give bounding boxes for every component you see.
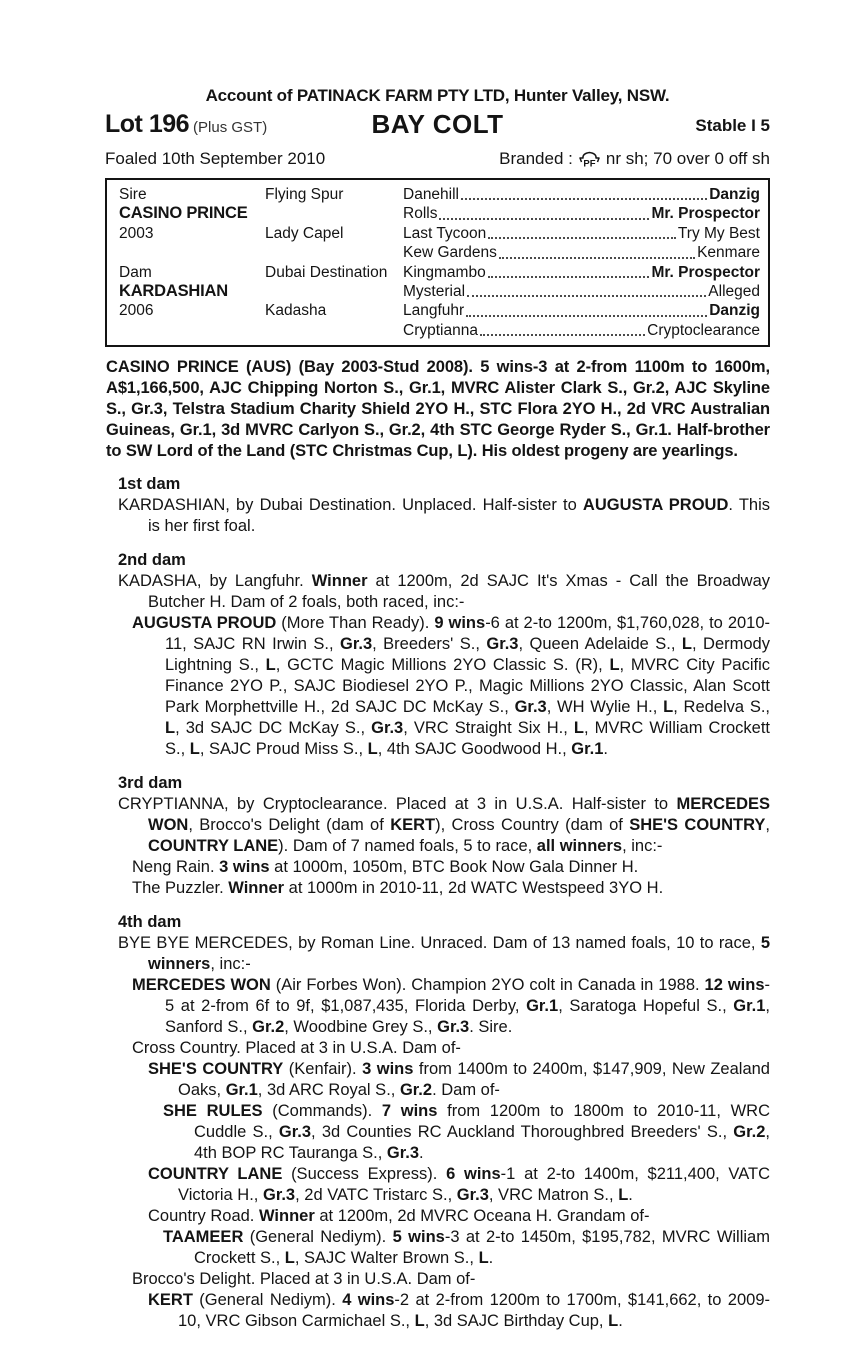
bold-text: Gr.3 — [262, 1186, 296, 1205]
progeny-entry: KERT (General Nediym). 4 wins-2 at 2-from 1200m to 1700m, $141,662, to 2009-10, VRC Gibson Carmichael S., L, 3d SAJC Birthday Cup, L. — [148, 1291, 770, 1331]
horse-name: Cryptianna — [403, 321, 478, 339]
bold-text: Gr.3 — [456, 1186, 489, 1205]
bold-text: L — [609, 656, 620, 675]
bold-text: L — [663, 698, 674, 717]
dam-section-heading: 4th dam — [118, 913, 182, 932]
bold-text: Gr.3 — [340, 635, 373, 654]
bold-text: 6 wins — [446, 1165, 501, 1184]
bold-text: 3 wins — [362, 1060, 414, 1079]
ancestor-name: Cryptoclearance — [647, 321, 760, 339]
branded-description: nr sh; 70 over 0 off sh — [605, 149, 770, 168]
bold-text: L — [189, 740, 200, 759]
brand-mark-icon — [578, 149, 601, 169]
pedigree-greatgrandparent-row — [403, 263, 760, 282]
leader-dots — [459, 185, 709, 204]
pedigree-greatgrandparent-row — [403, 243, 760, 262]
account-line: Account of PATINACK FARM PTY LTD, Hunter Valley, NSW. — [205, 86, 670, 105]
dam-section-heading: 1st dam — [118, 475, 181, 494]
catalogue-page-column — [105, 86, 770, 1332]
horse-name: Kingmambo — [403, 263, 486, 281]
bold-text: 5 wins — [392, 1228, 445, 1247]
bold-text: all winners — [536, 837, 623, 856]
bold-text: Gr.1 — [571, 740, 604, 759]
bold-text: KERT — [390, 816, 436, 835]
pedigree-sire-dam-cell: CASINO PRINCE — [119, 204, 248, 223]
ancestor-name: Danzig — [709, 186, 760, 203]
bold-text: L — [681, 635, 692, 654]
pedigree-greatgrandparent-row — [403, 224, 760, 243]
stable-number: Stable I 5 — [695, 116, 770, 135]
branded-label: Branded : — [499, 149, 573, 168]
pedigree-greatgrandparent-row — [403, 204, 760, 223]
horse-name: Mysterial — [403, 282, 466, 300]
horse-name: Kew Gardens — [403, 244, 497, 262]
progeny-entry: Brocco's Delight. Placed at 3 in U.S.A. Dam of- — [132, 1270, 476, 1289]
lot-header-row — [105, 108, 770, 144]
bold-text: L — [165, 719, 176, 738]
bold-text: Gr.1 — [526, 997, 559, 1016]
bold-text: Gr.2 — [252, 1018, 285, 1037]
bold-text: Gr.1 — [733, 997, 766, 1016]
pedigree-sire-dam-cell: 2003 — [119, 224, 154, 242]
bold-text: SHE RULES — [163, 1102, 263, 1121]
leader-dots — [465, 282, 708, 301]
bold-text: SHE'S COUNTRY — [148, 1060, 284, 1079]
bold-text: MERCEDES WON — [148, 795, 770, 835]
bold-text: AUGUSTA PROUD — [132, 614, 277, 633]
bold-text: TAAMEER — [163, 1228, 244, 1247]
bold-text: Gr.3 — [486, 635, 519, 654]
bold-text: L — [573, 719, 584, 738]
bold-text: COUNTRY LANE — [148, 837, 279, 856]
bold-text: Gr.3 — [371, 719, 404, 738]
svg-text:PF: PF — [583, 158, 596, 169]
pedigree-grandparent-cell: Kadasha — [265, 302, 327, 320]
dam-entry: BYE BYE MERCEDES, by Roman Line. Unraced. Dam of 13 named foals, 10 to race, 5 winners, inc:- — [118, 934, 770, 974]
pedigree-greatgrandparent-row — [403, 185, 760, 204]
bold-text: Gr.2 — [399, 1081, 433, 1100]
leader-dots — [486, 263, 652, 282]
leader-dots — [497, 243, 697, 262]
bold-text: Gr.3 — [437, 1018, 470, 1037]
progeny-entry: MERCEDES WON (Air Forbes Won). Champion 2YO colt in Canada in 1988. 12 wins-5 at 2-from 6f to 9f, $1,087,435, Florida Derby, Gr.1, Saratoga Hopeful S., Gr.1, Sanford S., Gr.2, Woodbine Grey S., Gr.3. Sire. — [132, 976, 770, 1037]
bold-text: COUNTRY LANE — [148, 1165, 283, 1184]
lot-number: Lot 196 — [105, 110, 190, 138]
pedigree-sire-dam-cell: KARDASHIAN — [119, 281, 228, 300]
bold-text: Gr.3 — [514, 698, 547, 717]
bold-text: Winner — [228, 879, 285, 898]
bold-text: 3 wins — [219, 858, 270, 877]
bold-text: Gr.1 — [225, 1081, 258, 1100]
ancestor-name: Mr. Prospector — [651, 263, 760, 281]
bold-text: Gr.3 — [278, 1123, 312, 1142]
ancestor-name: Danzig — [709, 302, 760, 320]
plus-gst-note: (Plus GST) — [193, 119, 268, 136]
horse-title: BAY COLT — [371, 109, 504, 139]
progeny-entry: SHE'S COUNTRY (Kenfair). 3 wins from 1400m to 2400m, $147,909, New Zealand Oaks, Gr.1, 3d ARC Royal S., Gr.2. Dam of- — [148, 1060, 770, 1100]
progeny-entry: SHE RULES (Commands). 7 wins from 1200m to 1800m to 2010-11, WRC Cuddle S., Gr.3, 3d Counties RC Auckland Thoroughbred Breeders' S., Gr.2, 4th BOP RC Tauranga S., Gr.3. — [163, 1102, 770, 1163]
horse-name: Rolls — [403, 205, 438, 223]
bold-text: SHE'S COUNTRY — [629, 816, 766, 835]
bold-text: L — [414, 1312, 425, 1331]
dam-entry: CRYPTIANNA, by Cryptoclearance. Placed at 3 in U.S.A. Half-sister to MERCEDES WON, Brocco's Delight (dam of KERT), Cross Country (dam of SHE'S COUNTRY, COUNTRY LANE). Dam of 7 named foals, 5 to race, all winners, inc:- — [118, 795, 770, 856]
progeny-entry: The Puzzler. Winner at 1000m in 2010-11, 2d WATC Westspeed 3YO H. — [132, 879, 664, 898]
leader-dots — [464, 301, 709, 320]
ancestor-name: Mr. Prospector — [651, 205, 760, 223]
dam-entry: KARDASHIAN, by Dubai Destination. Unplaced. Half-sister to AUGUSTA PROUD. This is her first foal. — [118, 496, 770, 536]
progeny-entry: AUGUSTA PROUD (More Than Ready). 9 wins-6 at 2-to 1200m, $1,760,028, to 2010-11, SAJC RN Irwin S., Gr.3, Breeders' S., Gr.3, Queen Adelaide S., L, Dermody Lightning S., L, GCTC Magic Millions 2YO Classic S. (R), L, MVRC City Pacific Finance 2YO P., SAJC Biodiesel 2YO P., Magic Millions 2YO Classic, Alan Scott Park Morphettville H., 2d SAJC DC McKay S., Gr.3, WH Wylie H., L, Redelva S., L, 3d SAJC DC McKay S., Gr.3, VRC Straight Six H., L, MVRC William Crockett S., L, SAJC Proud Miss S., L, 4th SAJC Goodwood H., Gr.1. — [132, 614, 771, 759]
progeny-entry: COUNTRY LANE (Success Express). 6 wins-1 at 2-to 1400m, $211,400, VATC Victoria H., Gr.3, 2d VATC Tristarc S., Gr.3, VRC Matron S., L. — [148, 1165, 770, 1205]
leader-dots — [478, 321, 647, 340]
bold-text: KERT — [148, 1291, 193, 1310]
foaled-date: Foaled 10th September 2010 — [105, 149, 326, 168]
pedigree-sire-dam-cell: 2006 — [119, 302, 154, 320]
horse-name: Last Tycoon — [403, 224, 487, 242]
sire-race-record: CASINO PRINCE (AUS) (Bay 2003-Stud 2008). 5 wins-3 at 2-from 1100m to 1600m, A$1,166,500, AJC Chipping Norton S., Gr.1, MVRC Alister Clark S., Gr.2, AJC Skyline S., Gr.3, Telstra Stadium Charity Shield 2YO H., STC Flora 2YO H., 2d VRC Australian Guineas, Gr.1, 3d MVRC Carlyon S., Gr.2, 4th STC George Ryder S., Gr.1. Half-brother to SW Lord of the Land (STC Christmas Cup, L). His oldest progeny are yearlings. — [106, 358, 770, 461]
progeny-entry: Cross Country. Placed at 3 in U.S.A. Dam of- — [132, 1039, 461, 1058]
bold-text: 4 wins — [342, 1291, 395, 1310]
ancestor-name: Try My Best — [677, 224, 760, 242]
branded-line — [499, 149, 770, 169]
dam-entry: KADASHA, by Langfuhr. Winner at 1200m, 2d SAJC It's Xmas - Call the Broadway Butcher H. Dam of 2 foals, both raced, inc:- — [118, 572, 771, 612]
bold-text: MERCEDES WON — [132, 976, 271, 995]
leader-dots — [437, 204, 651, 223]
dam-sections — [105, 474, 770, 1332]
bold-text: 7 wins — [381, 1102, 438, 1121]
progeny-entry: TAAMEER (General Nediym). 5 wins-3 at 2-to 1450m, $195,782, MVRC William Crockett S., L, SAJC Walter Brown S., L. — [163, 1228, 770, 1268]
pedigree-sire-dam-cell: Dam — [119, 263, 152, 281]
progeny-entry: Country Road. Winner at 1200m, 2d MVRC Oceana H. Grandam of- — [148, 1207, 650, 1226]
bold-text: Gr.3 — [386, 1144, 420, 1163]
bold-text: 9 wins — [434, 614, 486, 633]
bold-text: Winner — [311, 572, 368, 591]
bold-text: L — [608, 1312, 619, 1331]
dam-section-heading: 3rd dam — [118, 774, 183, 793]
bold-text: AUGUSTA PROUD — [582, 496, 729, 515]
bold-text: L — [367, 740, 378, 759]
bold-text: L — [265, 656, 276, 675]
dam-section-heading: 2nd dam — [118, 551, 186, 570]
bold-text: 5 winners — [148, 934, 770, 974]
progeny-entry: Neng Rain. 3 wins at 1000m, 1050m, BTC Book Now Gala Dinner H. — [132, 858, 639, 877]
foaled-branded-row — [105, 148, 770, 170]
pedigree-table — [105, 178, 770, 347]
ancestor-name: Kenmare — [697, 244, 760, 262]
horse-name: Danehill — [403, 186, 460, 203]
pedigree-greatgrandparent-row — [403, 301, 760, 320]
bold-text: 12 wins — [704, 976, 765, 995]
pedigree-grandparent-cell: Flying Spur — [265, 186, 344, 203]
bold-text: Winner — [258, 1207, 315, 1226]
pedigree-greatgrandparent-row — [403, 321, 760, 340]
bold-text: L — [478, 1249, 489, 1268]
bold-text: L — [284, 1249, 295, 1268]
ancestor-name: Alleged — [708, 282, 760, 300]
pedigree-grandparent-cell: Dubai Destination — [265, 263, 388, 281]
pedigree-greatgrandparent-row — [403, 282, 760, 301]
pedigree-sire-dam-cell: Sire — [119, 186, 147, 203]
bold-text: Gr.2 — [733, 1123, 766, 1142]
pedigree-grandparent-cell: Lady Capel — [265, 224, 344, 242]
leader-dots — [486, 224, 678, 243]
bold-text: L — [618, 1186, 629, 1205]
horse-name: Langfuhr — [403, 302, 465, 320]
